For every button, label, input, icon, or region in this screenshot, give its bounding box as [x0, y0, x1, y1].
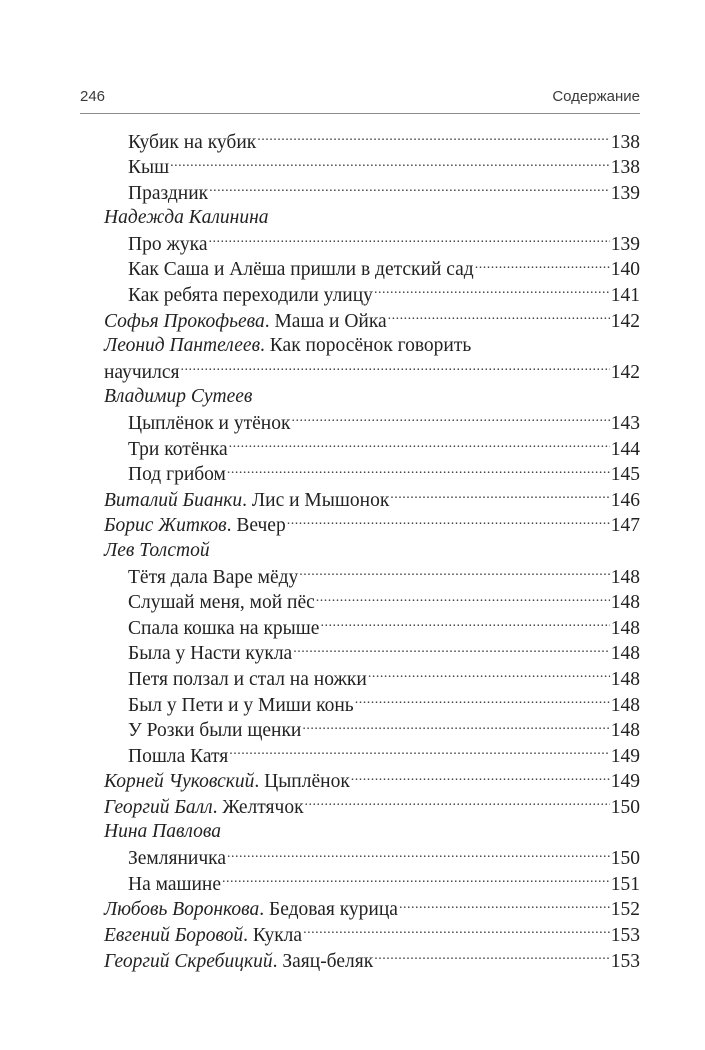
page-reference: 142: [610, 361, 640, 383]
entry-title: Как ребята переходили улицу: [128, 285, 373, 307]
dot-leader: [170, 154, 610, 174]
dot-leader: [229, 742, 610, 762]
page-reference: 142: [610, 310, 640, 332]
entry-title: Тётя дала Варе мёду: [128, 566, 299, 588]
page-reference: 153: [610, 950, 640, 972]
entry-label: [128, 616, 319, 642]
entry-label: [128, 283, 373, 309]
entry-label: [104, 769, 350, 795]
toc-entry[interactable]: [104, 845, 640, 871]
author-name: Виталий Бианки: [104, 489, 243, 511]
entry-label: [104, 897, 398, 923]
entry-title: У Розки были щенки: [128, 720, 302, 742]
toc-entry[interactable]: [104, 230, 640, 256]
dot-leader: [399, 896, 610, 916]
toc-entry[interactable]: [104, 691, 640, 717]
entry-title: Вечер: [236, 515, 286, 537]
page-reference: 148: [610, 694, 640, 716]
toc-entry[interactable]: [104, 410, 640, 436]
page-reference: 145: [610, 464, 640, 486]
author-name: Владимир Сутеев: [104, 385, 253, 407]
author-name: Леонид Пантелеев: [104, 334, 261, 356]
entry-title: На машине: [128, 873, 222, 895]
dot-leader: [368, 665, 610, 685]
separator: .: [212, 796, 223, 818]
entry-title: Про жука: [128, 233, 208, 255]
dot-leader: [291, 410, 609, 430]
entry-label: [128, 257, 474, 283]
toc-entry[interactable]: [104, 282, 640, 308]
toc-entry-line[interactable]: [104, 333, 640, 359]
page-reference: 138: [610, 131, 640, 153]
separator: .: [260, 334, 270, 356]
dot-leader: [222, 870, 610, 890]
entry-label: [128, 411, 290, 437]
toc-entry[interactable]: [104, 896, 640, 922]
toc-entry[interactable]: [104, 128, 640, 154]
page-reference: 148: [610, 566, 640, 588]
entry-label: [104, 333, 471, 359]
entry-label: [128, 590, 315, 616]
toc-author-heading: [104, 384, 640, 410]
separator: .: [226, 515, 237, 537]
dot-leader: [257, 128, 610, 148]
toc-author-heading: [104, 819, 640, 845]
author-name: Надежда Калинина: [104, 206, 269, 228]
page-reference: 149: [610, 771, 640, 793]
toc-entry[interactable]: [104, 717, 640, 743]
entry-title: Как поросёнок говорить: [269, 334, 472, 356]
separator: .: [254, 771, 265, 793]
page-reference: 148: [610, 617, 640, 639]
separator: .: [242, 489, 252, 511]
page-reference: 144: [610, 438, 640, 460]
dot-leader: [227, 461, 610, 481]
entry-label: [128, 232, 208, 258]
entry-title: Кубик на кубик: [128, 131, 257, 153]
entry-title: Кыш: [128, 157, 170, 179]
separator: .: [272, 950, 283, 972]
dot-leader: [229, 435, 610, 455]
entry-label: [128, 130, 256, 156]
toc-entry[interactable]: [104, 870, 640, 896]
page-number: 246: [80, 88, 106, 105]
author-name: Корней Чуковский: [104, 771, 255, 793]
entry-label: [104, 923, 302, 949]
dot-leader: [299, 563, 609, 583]
entry-title: Была у Насти кукла: [128, 643, 293, 665]
separator: .: [243, 924, 253, 946]
entry-label: [128, 641, 292, 667]
dot-leader: [293, 640, 610, 660]
table-of-contents: [104, 128, 640, 973]
entry-title: Цыплёнок: [264, 771, 350, 793]
toc-entry[interactable]: [104, 742, 640, 768]
author-name: Георгий Скребицкий: [104, 950, 273, 972]
entry-title: Заяц-беляк: [282, 950, 374, 972]
toc-entry[interactable]: [104, 614, 640, 640]
entry-label: [128, 693, 354, 719]
dot-leader: [227, 845, 610, 865]
toc-entry[interactable]: [104, 563, 640, 589]
entry-title: Три котёнка: [128, 438, 228, 460]
dot-leader: [180, 358, 609, 378]
page-reference: 150: [610, 848, 640, 870]
author-name: Евгений Боровой: [104, 924, 244, 946]
toc-entry[interactable]: [104, 179, 640, 205]
toc-entry[interactable]: [104, 793, 640, 819]
running-header: [80, 88, 640, 110]
entry-title: Лис и Мышонок: [251, 489, 390, 511]
dot-leader: [374, 282, 610, 302]
toc-entry-line[interactable]: [104, 358, 640, 384]
dot-leader: [316, 589, 610, 609]
entry-label: [128, 181, 208, 207]
entry-label: [128, 437, 228, 463]
author-name: Георгий Балл: [104, 796, 213, 818]
dot-leader: [388, 307, 610, 327]
author-name: Софья Прокофьева: [104, 310, 265, 332]
toc-entry[interactable]: [104, 665, 640, 691]
page-reference: 143: [610, 413, 640, 435]
dot-leader: [209, 230, 610, 250]
entry-label: [128, 155, 169, 181]
entry-title: Бедовая курица: [269, 899, 398, 921]
separator: .: [264, 310, 275, 332]
entry-label: [104, 949, 373, 975]
toc-entry[interactable]: [104, 589, 640, 615]
toc-author-heading: [104, 205, 640, 231]
page-reference: 151: [610, 873, 640, 895]
entry-label: [128, 565, 298, 591]
entry-title-continued: научился: [104, 361, 180, 383]
toc-entry[interactable]: [104, 921, 640, 947]
entry-title: Как Саша и Алёша пришли в детский сад: [128, 259, 474, 281]
entry-title: Пошла Катя: [128, 745, 229, 767]
author-name: Борис Житков: [104, 515, 227, 537]
toc-entry[interactable]: [104, 512, 640, 538]
entry-title: Был у Пети и у Миши конь: [128, 694, 354, 716]
running-title: Содержание: [552, 88, 640, 105]
dot-leader: [287, 512, 610, 532]
dot-leader: [475, 256, 610, 276]
entry-label: [104, 488, 389, 514]
entry-label: [104, 513, 286, 539]
dot-leader: [390, 486, 609, 506]
page-reference: 149: [610, 745, 640, 767]
author-name: Нина Павлова: [104, 821, 221, 843]
dot-leader: [302, 717, 609, 737]
entry-title: Земляничка: [128, 848, 226, 870]
dot-leader: [355, 691, 610, 711]
entry-label: [128, 744, 228, 770]
entry-title: Кукла: [252, 924, 303, 946]
toc-entry[interactable]: [104, 435, 640, 461]
entry-title: Желтячок: [222, 796, 304, 818]
author-name: Лев Толстой: [104, 539, 210, 561]
dot-leader: [303, 921, 610, 941]
toc-entry[interactable]: [104, 640, 640, 666]
toc-entry[interactable]: [104, 154, 640, 180]
dot-leader: [351, 768, 610, 788]
dot-leader: [320, 614, 609, 634]
toc-entry[interactable]: [104, 256, 640, 282]
toc-author-heading: [104, 538, 640, 564]
entry-title: Слушай меня, мой пёс: [128, 592, 315, 614]
entry-label: [128, 462, 226, 488]
entry-label: [104, 309, 387, 335]
page-reference: 148: [610, 592, 640, 614]
entry-title: Маша и Ойка: [274, 310, 387, 332]
entry-title: Цыплёнок и утёнок: [128, 413, 291, 435]
entry-title: Праздник: [128, 182, 209, 204]
page-reference: 150: [610, 796, 640, 818]
header-rule: [80, 113, 640, 114]
toc-entry[interactable]: [104, 947, 640, 973]
toc-entry[interactable]: [104, 461, 640, 487]
page-reference: 152: [610, 899, 640, 921]
entry-label: [128, 846, 226, 872]
page-reference: 140: [610, 259, 640, 281]
entry-label: [128, 718, 301, 744]
page-reference: 146: [610, 489, 640, 511]
page-reference: 148: [610, 720, 640, 742]
entry-title: Спала кошка на крыше: [128, 617, 320, 639]
entry-label: [104, 795, 304, 821]
dot-leader: [305, 793, 610, 813]
page-reference: 147: [610, 515, 640, 537]
page-reference: 138: [610, 157, 640, 179]
entry-title: Петя ползал и стал на ножки: [128, 668, 367, 690]
toc-entry[interactable]: [104, 486, 640, 512]
page-reference: 139: [610, 233, 640, 255]
page-reference: 148: [610, 668, 640, 690]
separator: .: [259, 899, 270, 921]
page-reference: 139: [610, 182, 640, 204]
entry-title: Под грибом: [128, 464, 226, 486]
entry-label: [128, 667, 367, 693]
page-reference: 153: [610, 924, 640, 946]
toc-entry[interactable]: [104, 768, 640, 794]
entry-label: [128, 872, 221, 898]
page-reference: 141: [610, 285, 640, 307]
dot-leader: [374, 947, 610, 967]
toc-entry[interactable]: [104, 307, 640, 333]
author-name: Любовь Воронкова: [104, 899, 260, 921]
page-reference: 148: [610, 643, 640, 665]
dot-leader: [209, 179, 610, 199]
